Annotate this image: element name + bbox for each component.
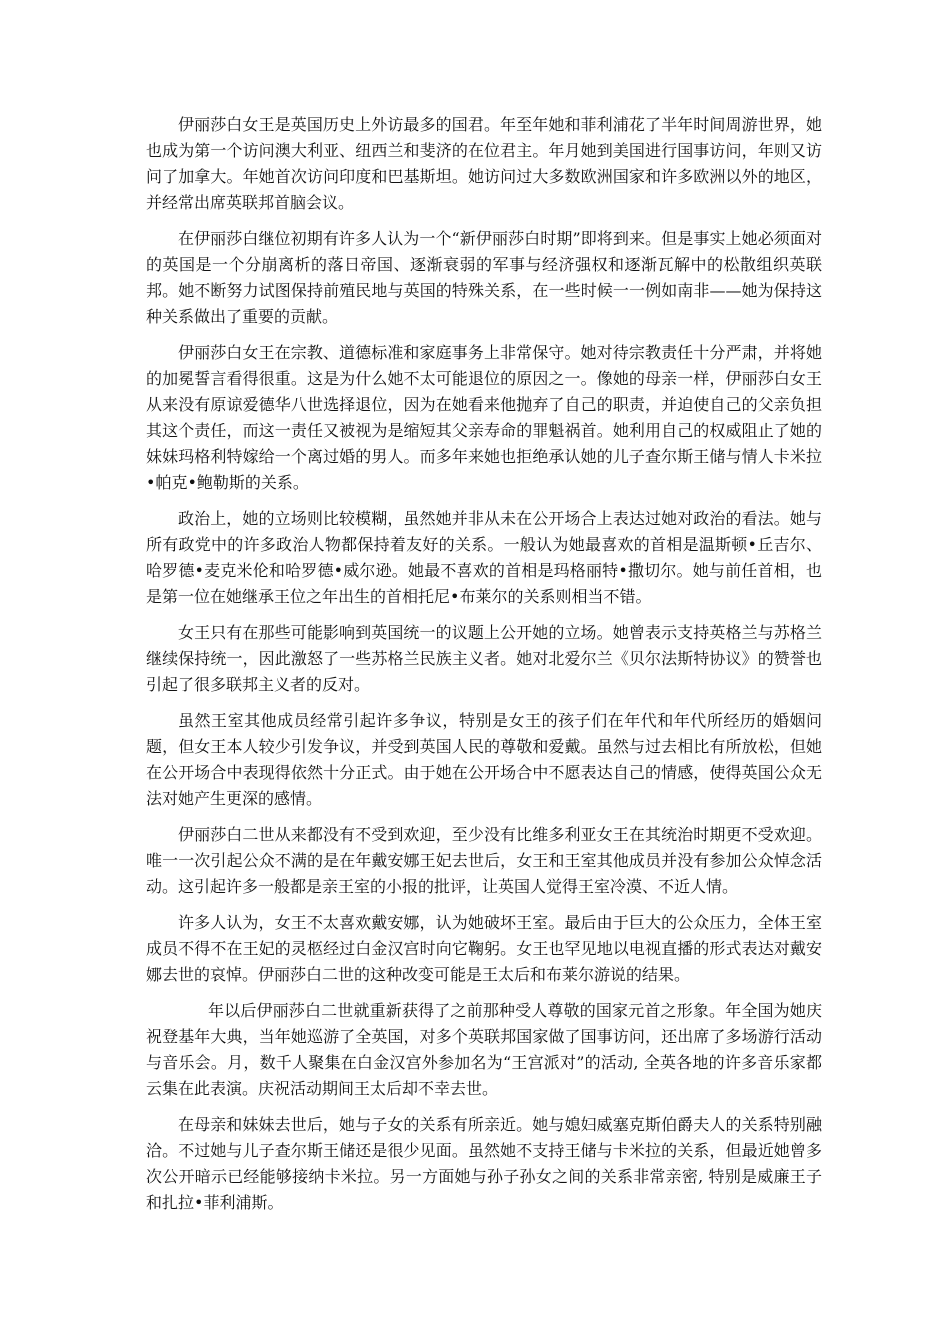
document-body [146, 112, 822, 1226]
paragraph-family-relations: 在母亲和妹妹去世后，她与子女的关系有所亲近。她与媳妇威塞克斯伯爵夫人的关系特别融洽。不过她与儿子查尔斯王储还是很少见面。虽然她不支持王储与卡米拉的关系，但最近她曾多次公开暗示已经能够接纳卡米拉。另一方面她与孙子孙女之间的关系非常亲密, 特别是威廉王子和扎拉•菲利浦斯。 [146, 1115, 822, 1212]
paragraph-jubilee: 年以后伊丽莎白二世就重新获得了之前那种受人尊敬的国家元首之形象。年全国为她庆祝登基年大典，当年她巡游了全英国，对多个英联邦国家做了国事访问，还出席了多场游行活动与音乐会。月，数千人聚集在白金汉宫外参加名为“王宫派对”的活动, 全英各地的许多音乐家都云集在此表演。庆祝活动期间王太后却不幸去世。 [146, 1001, 822, 1098]
paragraph-foreign-visits: 伊丽莎白女王是英国历史上外访最多的国君。年至年她和菲利浦花了半年时间周游世界，她也成为第一个访问澳大利亚、纽西兰和斐济的在位君主。年月她到美国进行国事访问，年则又访问了加拿大。年她首次访问印度和巴基斯坦。她访问过大多数欧洲国家和许多欧洲以外的地区，并经常出席英联邦首脑会议。 [146, 115, 822, 212]
paragraph-royal-controversies: 虽然王室其他成员经常引起许多争议，特别是女王的孩子们在年代和年代所经历的婚姻问题，但女王本人较少引发争议，并受到英国人民的尊敬和爱戴。虽然与过去相比有所放松，但她在公开场合中表现得依然十分正式。由于她在公开场合中不愿表达自己的情感，使得英国公众无法对她产生更深的感情。 [146, 711, 822, 808]
paragraph-popularity: 伊丽莎白二世从来都没有不受到欢迎，至少没有比维多利亚女王在其统治时期更不受欢迎。唯一一次引起公众不满的是在年戴安娜王妃去世后，女王和王室其他成员并没有参加公众悼念活动。这引起许多一般都是亲王室的小报的批评，让英国人觉得王室冷漠、不近人情。 [146, 825, 822, 896]
paragraph-political-stance: 政治上，她的立场则比较模糊，虽然她并非从未在公开场合上表达过她对政治的看法。她与所有政党中的许多政治人物都保持着友好的关系。一般认为她最喜欢的首相是温斯顿•丘吉尔、哈罗德•麦克米伦和哈罗德•威尔逊。她最不喜欢的首相是玛格丽特•撒切尔。她与前任首相，也是第一位在她继承王位之年出生的首相托尼•布莱尔的关系则相当不错。 [146, 509, 822, 606]
paragraph-union-stance: 女王只有在那些可能影响到英国统一的议题上公开她的立场。她曾表示支持英格兰与苏格兰继续保持统一，因此激怒了一些苏格兰民族主义者。她对北爱尔兰《贝尔法斯特协议》的赞誉也引起了很多联邦主义者的反对。 [146, 623, 822, 694]
paragraph-conservative-values: 伊丽莎白女王在宗教、道德标准和家庭事务上非常保守。她对待宗教责任十分严肃，并将她的加冕誓言看得很重。这是为什么她不太可能退位的原因之一。像她的母亲一样，伊丽莎白女王从来没有原谅爱德华八世选择退位，因为在她看来他抛弃了自己的职责，并迫使自己的父亲负担其这个责任，而这一责任又被视为是缩短其父亲寿命的罪魁祸首。她利用自己的权威阻止了她的妹妹玛格利特嫁给一个离过婚的男人。而多年来她也拒绝承认她的儿子查尔斯王储与情人卡米拉•帕克•鲍勒斯的关系。 [146, 343, 822, 492]
paragraph-new-elizabethan-era: 在伊丽莎白继位初期有许多人认为一个“新伊丽莎白时期”即将到来。但是事实上她必须面对的英国是一个分崩离析的落日帝国、逐渐衰弱的军事与经济强权和逐渐瓦解中的松散组织英联邦。她不断努力试图保持前殖民地与英国的特殊关系，在一些时候一一例如南非——她为保持这种关系做出了重要的贡献。 [146, 229, 822, 326]
paragraph-diana-reaction: 许多人认为，女王不太喜欢戴安娜，认为她破坏王室。最后由于巨大的公众压力，全体王室成员不得不在王妃的灵柩经过白金汉宫时向它鞠躬。女王也罕见地以电视直播的形式表达对戴安娜去世的哀悼。伊丽莎白二世的这种改变可能是王太后和布莱尔游说的结果。 [146, 913, 822, 984]
